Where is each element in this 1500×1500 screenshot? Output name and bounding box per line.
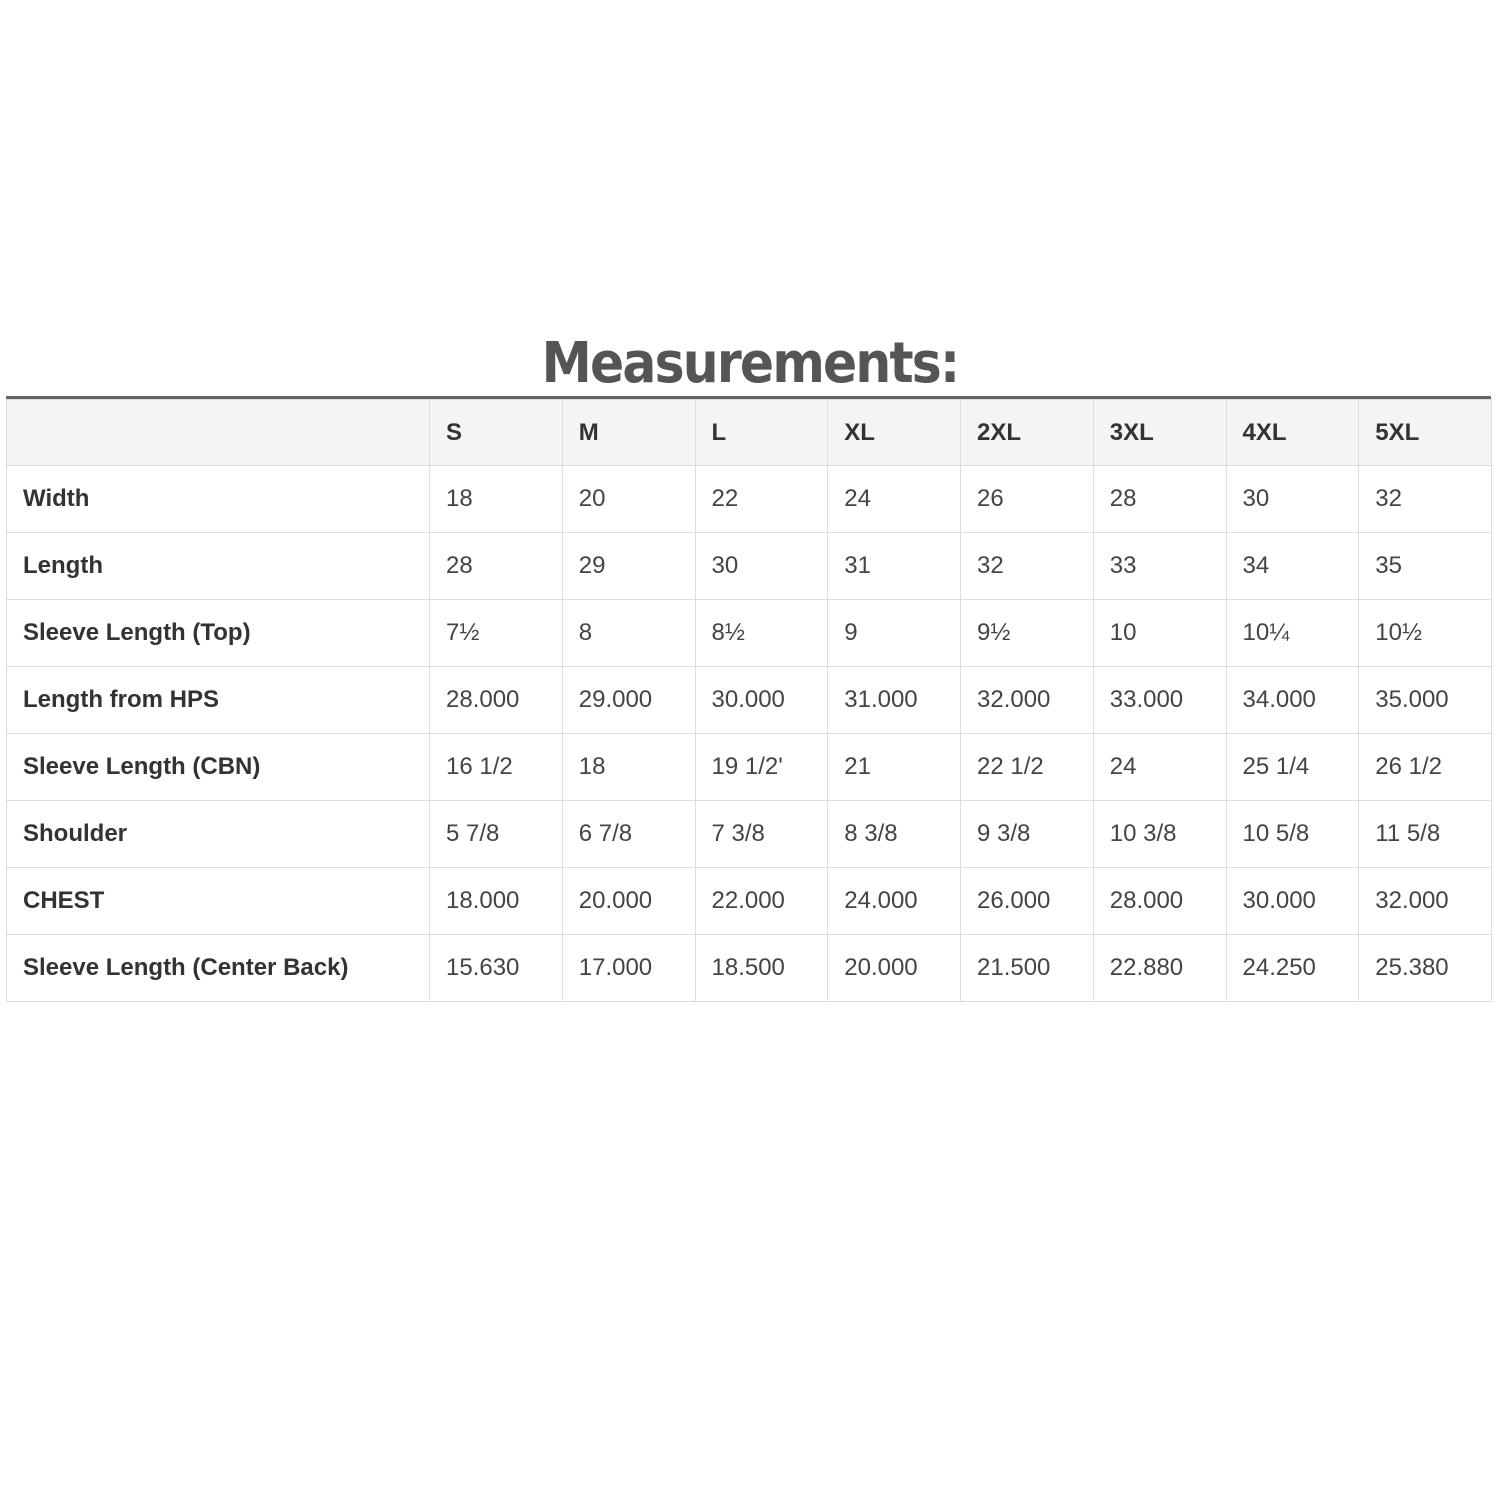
measurement-cell: 35 <box>1359 533 1492 600</box>
measurement-cell: 9 <box>828 600 961 667</box>
measurement-cell: 34 <box>1226 533 1359 600</box>
measurement-cell: 18.000 <box>430 868 563 935</box>
page-title: Measurements: <box>541 331 959 396</box>
measurement-cell: 31.000 <box>828 667 961 734</box>
measurement-cell: 32 <box>961 533 1094 600</box>
measurement-cell: 33.000 <box>1093 667 1226 734</box>
table-row <box>7 801 1492 868</box>
measurement-cell: 24.250 <box>1226 935 1359 1002</box>
measurement-cell: 18.500 <box>695 935 828 1002</box>
measurement-cell: 31 <box>828 533 961 600</box>
measurement-cell: 25.380 <box>1359 935 1492 1002</box>
measurement-cell: 16 1/2 <box>430 734 563 801</box>
measurement-cell: 24.000 <box>828 868 961 935</box>
measurement-cell: 26.000 <box>961 868 1094 935</box>
measurement-cell: 10¼ <box>1226 600 1359 667</box>
measurement-cell: 10 5/8 <box>1226 801 1359 868</box>
measurement-cell: 29 <box>562 533 695 600</box>
measurement-cell: 22.000 <box>695 868 828 935</box>
measurement-cell: 22.880 <box>1093 935 1226 1002</box>
measurement-cell: 8 3/8 <box>828 801 961 868</box>
measurement-cell: 32.000 <box>961 667 1094 734</box>
row-label: Shoulder <box>7 801 430 868</box>
header-cell-size: S <box>430 400 563 466</box>
measurement-cell: 20.000 <box>828 935 961 1002</box>
measurement-cell: 25 1/4 <box>1226 734 1359 801</box>
measurement-cell: 26 <box>961 466 1094 533</box>
measurement-cell: 19 1/2' <box>695 734 828 801</box>
header-cell-size: 4XL <box>1226 400 1359 466</box>
measurement-cell: 30.000 <box>1226 868 1359 935</box>
header-row <box>7 400 1492 466</box>
header-cell-size: L <box>695 400 828 466</box>
measurement-cell: 17.000 <box>562 935 695 1002</box>
measurements-table <box>6 399 1492 1002</box>
table-row <box>7 734 1492 801</box>
header-cell-size: 3XL <box>1093 400 1226 466</box>
measurement-cell: 18 <box>430 466 563 533</box>
measurement-cell: 21.500 <box>961 935 1094 1002</box>
measurement-cell: 8 <box>562 600 695 667</box>
measurement-cell: 7 3/8 <box>695 801 828 868</box>
measurement-cell: 18 <box>562 734 695 801</box>
measurement-cell: 24 <box>1093 734 1226 801</box>
measurement-cell: 32 <box>1359 466 1492 533</box>
measurement-cell: 30 <box>695 533 828 600</box>
header-cell-size: 5XL <box>1359 400 1492 466</box>
measurement-cell: 20.000 <box>562 868 695 935</box>
measurement-cell: 9 3/8 <box>961 801 1094 868</box>
header-cell-size: M <box>562 400 695 466</box>
table-row <box>7 868 1492 935</box>
measurement-cell: 28 <box>430 533 563 600</box>
measurement-cell: 24 <box>828 466 961 533</box>
row-label: Width <box>7 466 430 533</box>
measurement-cell: 21 <box>828 734 961 801</box>
measurement-cell: 22 1/2 <box>961 734 1094 801</box>
row-label: Length from HPS <box>7 667 430 734</box>
measurement-cell: 30.000 <box>695 667 828 734</box>
measurement-cell: 15.630 <box>430 935 563 1002</box>
measurement-cell: 10 3/8 <box>1093 801 1226 868</box>
measurement-cell: 28.000 <box>1093 868 1226 935</box>
table-row <box>7 466 1492 533</box>
measurement-cell: 10½ <box>1359 600 1492 667</box>
table-body <box>7 466 1492 1002</box>
measurement-cell: 9½ <box>961 600 1094 667</box>
measurement-cell: 28 <box>1093 466 1226 533</box>
measurement-cell: 34.000 <box>1226 667 1359 734</box>
header-cell-size: 2XL <box>961 400 1094 466</box>
measurement-cell: 6 7/8 <box>562 801 695 868</box>
measurement-cell: 29.000 <box>562 667 695 734</box>
table-row <box>7 935 1492 1002</box>
row-label: Sleeve Length (CBN) <box>7 734 430 801</box>
measurement-cell: 30 <box>1226 466 1359 533</box>
measurement-cell: 26 1/2 <box>1359 734 1492 801</box>
measurements-table-container <box>6 396 1491 1002</box>
table-row <box>7 533 1492 600</box>
table-row <box>7 667 1492 734</box>
row-label: CHEST <box>7 868 430 935</box>
measurement-cell: 10 <box>1093 600 1226 667</box>
measurement-cell: 28.000 <box>430 667 563 734</box>
measurement-cell: 8½ <box>695 600 828 667</box>
measurement-cell: 7½ <box>430 600 563 667</box>
header-cell-size: XL <box>828 400 961 466</box>
measurement-cell: 20 <box>562 466 695 533</box>
header-cell-label <box>7 400 430 466</box>
measurement-cell: 11 5/8 <box>1359 801 1492 868</box>
row-label: Sleeve Length (Center Back) <box>7 935 430 1002</box>
table-row <box>7 600 1492 667</box>
measurement-cell: 5 7/8 <box>430 801 563 868</box>
row-label: Length <box>7 533 430 600</box>
measurement-cell: 33 <box>1093 533 1226 600</box>
measurement-cell: 22 <box>695 466 828 533</box>
table-header <box>7 400 1492 466</box>
row-label: Sleeve Length (Top) <box>7 600 430 667</box>
measurement-cell: 35.000 <box>1359 667 1492 734</box>
measurement-cell: 32.000 <box>1359 868 1492 935</box>
